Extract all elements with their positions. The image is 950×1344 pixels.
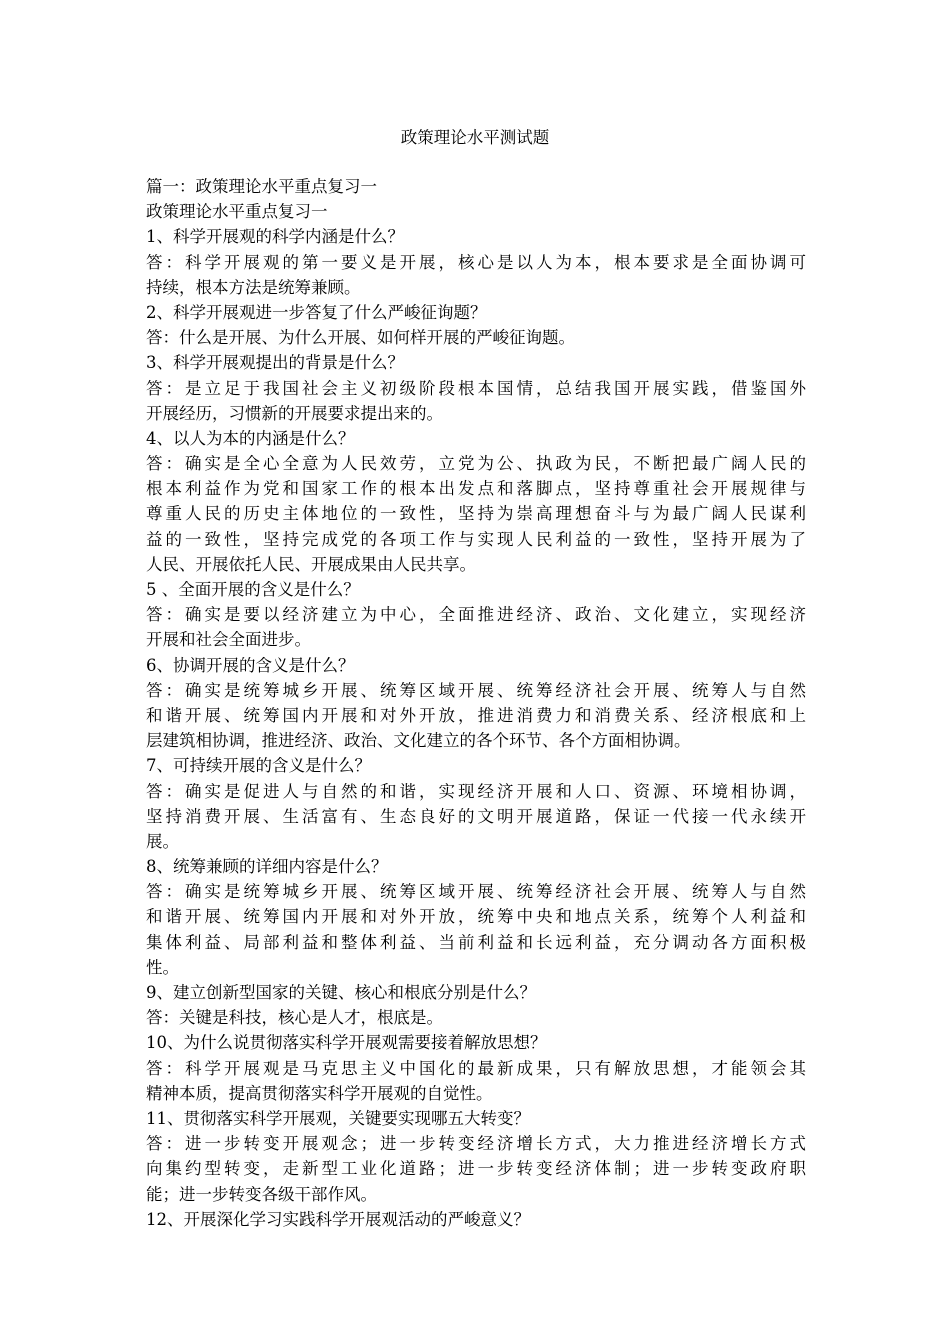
text-line: 5 、全面开展的含义是什么？ [146, 580, 360, 599]
text-line: 答：确实是统筹城乡开展、统筹区域开展、统筹经济社会开展、统筹人与自然 [146, 882, 806, 902]
text-line: 3、科学开展观提出的背景是什么？ [146, 353, 404, 373]
text-line: 1、科学开展观的科学内涵是什么？ [146, 227, 404, 247]
text-line: 10、为什么说贯彻落实科学开展观需要接着解放思想？ [146, 1033, 547, 1053]
document-body [146, 174, 806, 1232]
text-line: 答：什么是开展、为什么开展、如何样开展的严峻征询题。 [146, 328, 575, 348]
text-line: 开展经历，习惯新的开展要求提出来的。 [146, 403, 443, 423]
text-line: 9、建立创新型国家的关键、核心和根底分别是什么？ [146, 983, 536, 1002]
text-line: 尊重人民的历史主体地位的一致性，坚持为崇高理想奋斗与为最广阔人民谋利 [146, 504, 806, 524]
text-line: 答：确实是要以经济建立为中心，全面推进经济、政治、文化建立，实现经济 [146, 605, 806, 625]
text-line: 7、可持续开展的含义是什么？ [146, 756, 371, 776]
text-line: 能；进一步转变各级干部作风。 [146, 1184, 377, 1204]
text-line: 展。 [146, 831, 179, 851]
text-line: 向集约型转变，走新型工业化道路；进一步转变经济体制；进一步转变政府职 [146, 1159, 806, 1179]
document-title: 政策理论水平测试题 [400, 128, 550, 147]
text-line: 答：确实是统筹城乡开展、统筹区域开展、统筹经济社会开展、统筹人与自然 [146, 680, 806, 700]
text-line: 4、以人为本的内涵是什么？ [146, 428, 355, 448]
text-line: 益的一致性，坚持完成党的各项工作与实现人民利益的一致性，坚持开展为了 [146, 529, 806, 549]
text-line: 答：确实是促进人与自然的和谐，实现经济开展和人口、资源、环境相协调， [146, 781, 806, 801]
text-line: 和谐开展、统筹国内开展和对外开放，推进消费力和消费关系、经济根底和上 [146, 705, 806, 725]
text-line: 6、协调开展的含义是什么？ [146, 655, 355, 675]
text-line: 层建筑相协调，推进经济、政治、文化建立的各个环节、各个方面相协调。 [146, 731, 691, 751]
text-line: 性。 [146, 957, 179, 977]
text-line: 答：是立足于我国社会主义初级阶段根本国情，总结我国开展实践，借鉴国外 [146, 378, 806, 398]
text-line: 开展和社会全面进步。 [146, 630, 311, 650]
text-line: 答：进一步转变开展观念；进一步转变经济增长方式，大力推进经济增长方式 [146, 1134, 806, 1154]
text-line: 人民、开展依托人民、开展成果由人民共享。 [146, 554, 476, 574]
text-line: 根本利益作为党和国家工作的根本出发点和落脚点，坚持尊重社会开展规律与 [146, 479, 806, 499]
text-line: 持续，根本方法是统筹兼顾。 [146, 277, 361, 297]
text-line: 篇一：政策理论水平重点复习一 [146, 177, 377, 196]
text-line: 精神本质，提高贯彻落实科学开展观的自觉性。 [146, 1083, 493, 1103]
text-line: 和谐开展、统筹国内开展和对外开放，统筹中央和地点关系，统筹个人利益和 [146, 907, 806, 927]
text-line: 政策理论水平重点复习一 [146, 202, 328, 222]
text-line: 8、统筹兼顾的详细内容是什么？ [146, 857, 388, 877]
text-line: 答：关键是科技，核心是人才，根底是。 [146, 1008, 443, 1028]
text-line: 2、科学开展观进一步答复了什么严峻征询题？ [146, 302, 487, 322]
text-line: 12、开展深化学习实践科学开展观活动的严峻意义？ [146, 1209, 530, 1229]
text-line: 集体利益、局部利益和整体利益、当前利益和长远利益，充分调动各方面积极 [146, 932, 806, 952]
text-line: 坚持消费开展、生活富有、生态良好的文明开展道路，保证一代接一代永续开 [146, 806, 806, 826]
text-line: 11、贯彻落实科学开展观，关键要实现哪五大转变？ [146, 1108, 530, 1128]
text-line: 答：确实是全心全意为人民效劳，立党为公、执政为民，不断把最广阔人民的 [146, 454, 806, 474]
text-line: 答：科学开展观是马克思主义中国化的最新成果，只有解放思想，才能领会其 [146, 1058, 806, 1078]
text-line: 答：科学开展观的第一要义是开展，核心是以人为本，根本要求是全面协调可 [146, 252, 806, 272]
